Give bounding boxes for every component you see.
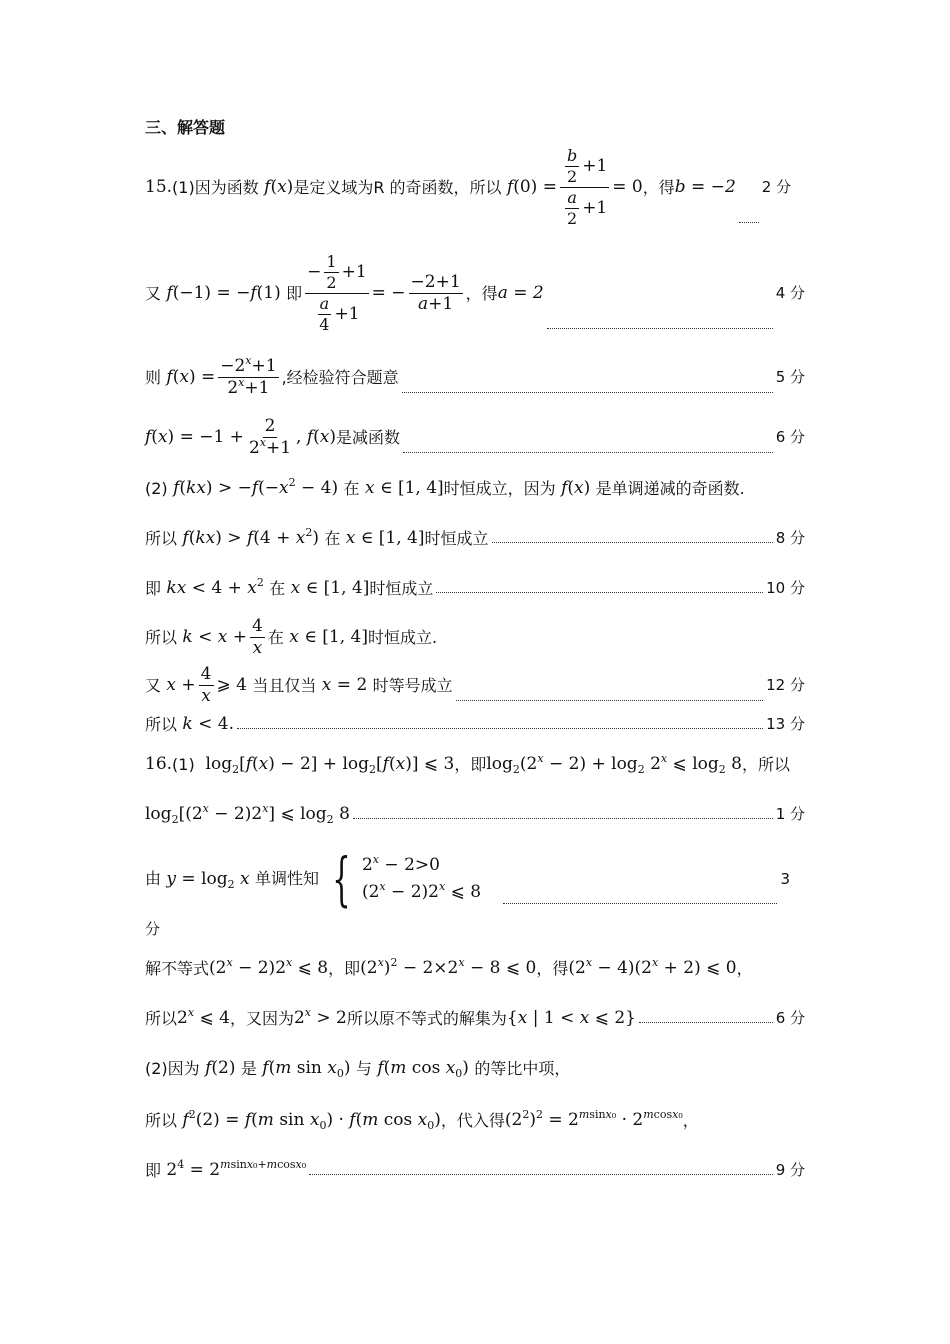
math-expr: ⩾ 4 xyxy=(216,675,253,695)
math-expr: k < x + xyxy=(182,627,248,647)
q15-text: 时恒成立 xyxy=(424,528,489,548)
inequality-system xyxy=(323,845,482,913)
leader-dots xyxy=(309,1173,773,1175)
q16-text: ，即 xyxy=(454,754,487,774)
q15-text: 所以 xyxy=(145,714,178,734)
q16-line-3 xyxy=(145,845,790,913)
math-expr: f(x) = −1 + xyxy=(145,427,244,447)
math-expr: b = −2 xyxy=(674,177,736,197)
math-expr: $(2^2)^2 = 2^{msinx_0} \cdot 2^{mcosx_0}$ xyxy=(504,1108,683,1130)
q16-text: 因为 xyxy=(167,1058,200,1078)
q16-line-2-body xyxy=(145,802,350,826)
system-row: $2^x - 2>0$ xyxy=(361,853,440,875)
q15-line-2-body xyxy=(145,254,544,333)
math-expr: $\log_2[f(x) - 2] + \log_2[f(x)]$ ⩽ 3 xyxy=(194,754,455,776)
q15-text: 则 xyxy=(145,367,162,387)
q15-line-7 xyxy=(145,576,805,598)
leader-dots xyxy=(503,902,777,904)
score-unit: 分 xyxy=(145,920,161,938)
q16-text: 由 xyxy=(145,869,162,888)
fraction: $\frac{4}{x}$ xyxy=(200,664,212,706)
leader-dots xyxy=(353,817,773,819)
math-expr: x ∈ [1, 4] xyxy=(290,578,370,598)
score: 10 分 xyxy=(766,579,805,597)
q15-label: 15. xyxy=(145,177,173,197)
math-expr: $(2^x)^2 - 2\times 2^x - 8$ ⩽ 0 xyxy=(360,956,537,978)
math-expr: , f(x) xyxy=(296,427,337,447)
q16-part1-label: (1) xyxy=(172,754,195,774)
q16-line-1-body xyxy=(145,752,790,776)
math-expr: = − xyxy=(371,283,406,303)
fraction: $\frac{2}{2^x+1}$ xyxy=(248,416,292,458)
q15-text: 因为函数 xyxy=(194,177,259,197)
fraction: − $\frac{1}{2}$ +1 $\frac{a}{4}$ +1 xyxy=(307,252,367,334)
q16-text: ，所以 xyxy=(741,754,790,774)
q15-text: 所以 xyxy=(145,528,178,548)
q15-text: 在 xyxy=(324,528,341,548)
q15-text: 又 xyxy=(145,675,162,695)
q15-text: 是单调递减的奇函数. xyxy=(595,478,745,498)
q15-text: ，得 xyxy=(642,177,675,197)
score: 4 分 xyxy=(775,284,805,302)
q15-line-1-body xyxy=(145,148,736,227)
math-expr: $(2^x - 4)(2^x + 2)$ ⩽ 0 xyxy=(568,956,737,978)
math-expr: f(−1) = −f(1) xyxy=(166,283,287,303)
fraction: $\frac{4}{x}$ xyxy=(252,616,263,658)
q16-line-5-body xyxy=(145,1006,636,1028)
q15-text: 即 xyxy=(145,578,162,598)
q16-line-2 xyxy=(145,802,805,826)
math-expr: f(0) = xyxy=(506,177,557,197)
q15-line-7-body xyxy=(145,576,434,598)
math-expr: x + xyxy=(166,675,196,695)
q15-line-5 xyxy=(145,476,805,498)
q16-line-3-body xyxy=(145,845,482,913)
math-expr: kx < $4 + x^2$ xyxy=(166,576,264,598)
q15-line-8-body xyxy=(145,618,437,657)
q16-line-7-body xyxy=(145,1108,699,1132)
q16-line-7 xyxy=(145,1108,805,1132)
section-title-row xyxy=(145,120,805,136)
q15-line-6-body xyxy=(145,526,489,548)
fraction: $\frac{-2+1}{a+1}$ xyxy=(410,272,461,314)
q16-line-1 xyxy=(145,752,805,776)
q15-line-10-body xyxy=(145,716,234,733)
q16-line-6 xyxy=(145,1058,805,1080)
q16-text: 解不等式 xyxy=(145,958,210,978)
math-expr: $2^x > 2$ xyxy=(293,1006,347,1028)
q15-text: ，得 xyxy=(465,283,498,303)
math-expr: x ∈ [1, 4] xyxy=(364,478,444,498)
math-expr: x ∈ [1, 4] xyxy=(289,627,368,647)
math-expr: f(m $\cos x_0$) xyxy=(377,1058,475,1080)
math-expr: a = 2 xyxy=(497,283,544,303)
q15-text: 即 xyxy=(286,283,303,303)
q15-text: 又 xyxy=(145,283,162,303)
leader-dots xyxy=(402,391,773,393)
math-expr: $f^2(2) = f(m$ $\sin x_0) \cdot f(m$ $\cos x_0$) xyxy=(182,1108,441,1132)
score: 12 分 xyxy=(766,676,805,694)
q15-text: 时恒成立，因为 xyxy=(443,478,556,498)
q15-line-3-body xyxy=(145,354,399,398)
q15-text: 时恒成立. xyxy=(368,627,438,647)
leader-dots xyxy=(492,541,773,543)
math-expr: k < 4 xyxy=(182,714,229,734)
q15-part2-label: (2) xyxy=(145,478,168,498)
score: 13 分 xyxy=(766,715,805,733)
math-expr: $y = \log_2 x$ xyxy=(166,868,250,891)
section-title: 三、解答题 xyxy=(145,118,226,137)
q16-text: ， xyxy=(682,1110,699,1130)
q15-text: 时等号成立 xyxy=(372,675,453,695)
q15-text: ,经检验符合题意 xyxy=(281,367,399,387)
score: 3 xyxy=(780,869,790,888)
q16-line-8-body xyxy=(145,1158,307,1180)
leader-dots xyxy=(639,1021,773,1023)
leader-dots xyxy=(456,699,763,701)
q15-line-10 xyxy=(145,716,805,733)
math-expr: $2^4 = 2^{msinx_0+mcosx_0}$ xyxy=(161,1158,307,1180)
math-expr: f(x) xyxy=(264,177,294,197)
math-expr: f(x) xyxy=(561,478,596,498)
math-expr: $\log_2[(2^x - 2)2^x]$ ⩽ $\log_2 8$ xyxy=(145,802,350,826)
q15-line-4-body xyxy=(145,418,400,457)
leader-dots xyxy=(403,451,773,453)
q15-line-1 xyxy=(145,148,805,227)
leader-dots xyxy=(237,727,763,729)
math-expr: f(m $\sin x_0$) xyxy=(262,1058,356,1080)
math-expr: $\log_2(2^x - 2) + \log_2 2^x$ ⩽ $\log_2 8$ xyxy=(486,752,742,776)
q15-text: 是定义域为R 的奇函数，所以 xyxy=(293,177,502,197)
q15-line-4 xyxy=(145,418,805,457)
q15-text: 在 xyxy=(267,627,284,647)
q16-text: 单调性知 xyxy=(255,869,320,888)
q16-text: 与 xyxy=(355,1058,372,1078)
q16-text: 所以原不等式的解集为 xyxy=(346,1008,507,1028)
q16-text: ，又因为 xyxy=(229,1008,294,1028)
math-expr: $f(kx) > f(4 + x^2)$ xyxy=(182,526,325,548)
q15-part1-label: (1) xyxy=(172,177,195,197)
math-expr: {x | 1 < x ⩽ 2} xyxy=(506,1008,636,1028)
q15-text: 是减函数 xyxy=(336,427,401,447)
math-expr: x = 2 xyxy=(321,675,373,695)
leader-dots xyxy=(436,591,763,593)
q16-label: 16. xyxy=(145,754,173,774)
q16-text: 的等比中项， xyxy=(474,1058,571,1078)
fraction: $\frac{b}{2}$ +1 $\frac{a}{2}$ +1 xyxy=(560,148,609,227)
q15-text: 所以 xyxy=(145,627,178,647)
q15-line-2 xyxy=(145,254,805,333)
q15-line-5-body xyxy=(145,476,745,498)
q16-line-3b xyxy=(145,922,805,937)
q16-line-5 xyxy=(145,1006,805,1028)
math-expr: $f(kx) > -f(-x^2 - 4)$ xyxy=(173,476,344,498)
q16-text: ， xyxy=(736,958,753,978)
q16-text: 是 xyxy=(240,1058,257,1078)
math-expr: = 0 xyxy=(612,177,643,197)
math-expr: f(2) xyxy=(205,1058,241,1078)
score: 1 分 xyxy=(775,805,805,823)
leader-dots xyxy=(739,221,759,223)
q16-text: 即 xyxy=(145,1160,162,1180)
q16-text: 所以 xyxy=(145,1110,178,1130)
q15-text: . xyxy=(228,714,235,734)
q15-text: 当且仅当 xyxy=(252,675,317,695)
leader-dots xyxy=(547,327,773,329)
q15-line-9 xyxy=(145,666,805,705)
math-expr: f(x) = xyxy=(166,367,216,387)
math-expr: $(2^x - 2)2^x$ ⩽ 8 xyxy=(209,956,329,978)
q15-text: 在 xyxy=(269,578,286,598)
score: 5 分 xyxy=(775,368,805,386)
fraction: $\frac{-2^x+1}{2^x+1}$ xyxy=(220,354,277,398)
q15-line-8 xyxy=(145,618,805,657)
q15-text: 时恒成立 xyxy=(369,578,434,598)
score: 6 分 xyxy=(775,428,805,446)
system-row: $(2^x - 2)2^x$ ⩽ 8 xyxy=(361,880,482,902)
q16-line-4-body xyxy=(145,956,753,978)
q16-text: ，得 xyxy=(536,958,569,978)
score: 8 分 xyxy=(775,529,805,547)
q16-line-4 xyxy=(145,956,805,978)
math-expr: x ∈ [1, 4] xyxy=(345,528,425,548)
q16-text: 所以 xyxy=(145,1008,178,1028)
math-expr: 2$^x$ ⩽ 4 xyxy=(177,1006,230,1028)
left-brace: { xyxy=(332,845,351,913)
q15-line-9-body xyxy=(145,666,453,705)
q16-line-6-body xyxy=(145,1058,571,1080)
q15-line-6 xyxy=(145,526,805,548)
score: 2 分 xyxy=(761,178,792,196)
q16-line-8 xyxy=(145,1158,805,1180)
q15-line-3 xyxy=(145,354,805,398)
q15-text: 在 xyxy=(343,478,360,498)
score: 6 分 xyxy=(775,1009,805,1027)
q16-part2-label: (2) xyxy=(145,1058,168,1078)
q16-text: ，代入得 xyxy=(440,1110,505,1130)
score: 9 分 xyxy=(775,1161,805,1179)
q16-text: ，即 xyxy=(328,958,361,978)
